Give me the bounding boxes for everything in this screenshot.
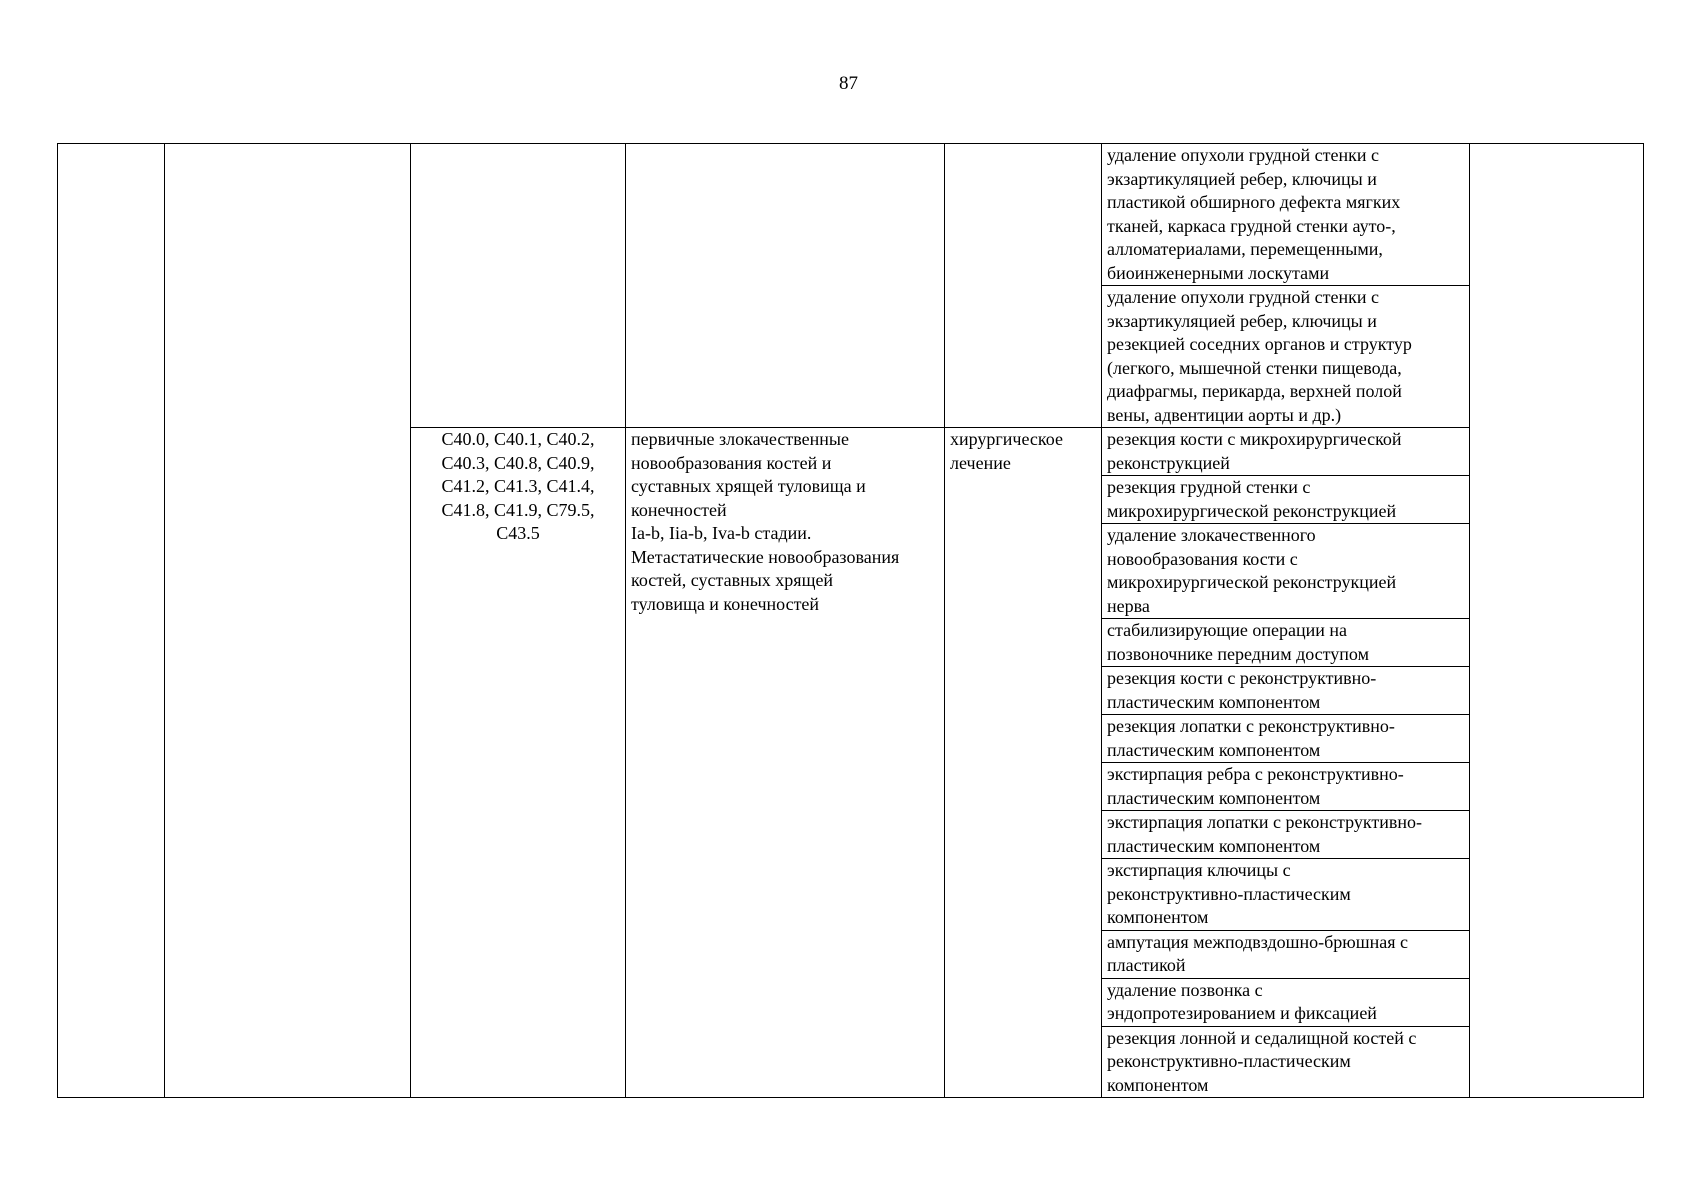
text-line: пластическим компонентом (1107, 739, 1321, 760)
method-cell (1102, 428, 1470, 476)
text-line: микрохирургической реконструкцией (1107, 572, 1397, 592)
text-line: C41.2, C41.3, C41.4, (441, 476, 595, 496)
method-cell (1102, 476, 1470, 524)
method-cell (1102, 619, 1470, 667)
text-line: экстирпация ключицы с (1107, 860, 1291, 880)
text-line: позвоночнике передним доступом (1107, 643, 1369, 664)
profile-cell (165, 144, 411, 1098)
codes-cell-empty (411, 144, 626, 428)
method-cell (1102, 859, 1470, 931)
text-line: туловища и конечностей (631, 593, 820, 614)
text-line: первичные злокачественные (631, 429, 849, 449)
text-line: нерва (1107, 595, 1150, 616)
text-line: удаление позвонка с (1107, 979, 1263, 1000)
text-line: Метастатические новообразования (631, 546, 900, 567)
table-row (58, 144, 1644, 286)
method-cell (1102, 811, 1470, 859)
text-line: экстирпация лопатки с реконструктивно- (1107, 812, 1422, 832)
diagnosis-cell (626, 428, 945, 1098)
text-line: эндопротезированием и фиксацией (1107, 1003, 1377, 1023)
text-line: пластическим компонентом (1107, 835, 1321, 856)
text-line: микрохирургической реконструкцией (1107, 500, 1397, 521)
text-line: пластикой обширного дефекта мягких (1107, 192, 1401, 212)
text-line: пластическим компонентом (1107, 787, 1321, 808)
text-line: удаление злокачественного (1107, 525, 1316, 545)
text-line: удаление опухоли грудной стенки с (1107, 145, 1380, 165)
text-line: C40.0, C40.1, C40.2, (441, 429, 595, 449)
text-line: суставных хрящей туловища и (631, 476, 866, 496)
text-line: пластическим компонентом (1107, 691, 1321, 712)
text-line: новообразования кости с (1107, 548, 1298, 569)
text-line: резекция грудной стенки с (1107, 477, 1311, 497)
icd-codes-cell (411, 428, 626, 1098)
treatment-cell-empty (945, 144, 1102, 428)
text-line: экстирпация ребра с реконструктивно- (1107, 764, 1404, 784)
text-line: тканей, каркаса грудной стенки ауто-, (1107, 215, 1396, 236)
method-cell (1102, 1026, 1470, 1098)
text-line: новообразования костей и (631, 452, 832, 473)
method-cell (1102, 978, 1470, 1026)
text-line: C43.5 (496, 523, 540, 543)
text-line: хирургическое (950, 429, 1063, 449)
text-line: резекция лопатки с реконструктивно- (1107, 716, 1395, 736)
text-line: ампутация межподвздошно-брюшная с (1107, 931, 1409, 952)
number-cell (58, 144, 165, 1098)
text-line: алломатериалами, перемещенными, (1107, 239, 1383, 259)
text-line: резекция кости с микрохирургической (1107, 429, 1402, 449)
page-number: 87 (839, 73, 858, 94)
text-line: лечение (950, 452, 1011, 473)
text-line: реконструктивно-пластическим (1107, 1051, 1351, 1071)
method-cell (1102, 524, 1470, 619)
method-cell (1102, 667, 1470, 715)
method-cell (1102, 930, 1470, 978)
method-cell (1102, 286, 1470, 428)
norm-cell (1470, 144, 1644, 1098)
text-line: реконструктивно-пластическим (1107, 883, 1351, 904)
text-line: конечностей (631, 499, 727, 520)
text-line: компонентом (1107, 907, 1209, 927)
procedures-table (57, 143, 1644, 1098)
text-line: компонентом (1107, 1074, 1209, 1095)
method-cell (1102, 715, 1470, 763)
text-line: C41.8, C41.9, C79.5, (441, 499, 595, 520)
text-line: диафрагмы, перикарда, верхней полой (1107, 381, 1402, 401)
text-line: удаление опухоли грудной стенки с (1107, 287, 1380, 307)
text-line: резекцией соседних органов и структур (1107, 334, 1412, 354)
text-line: реконструкцией (1107, 452, 1230, 473)
text-line: Ia-b, Iia-b, Iva-b стадии. (631, 523, 812, 543)
method-cell (1102, 763, 1470, 811)
text-line: пластикой (1107, 955, 1186, 975)
text-line: экзартикуляцией ребер, ключицы и (1107, 310, 1377, 331)
text-line: C40.3, C40.8, C40.9, (441, 452, 595, 473)
text-line: биоинженерными лоскутами (1107, 262, 1330, 283)
treatment-type-cell (945, 428, 1102, 1098)
text-line: (легкого, мышечной стенки пищевода, (1107, 357, 1402, 378)
text-line: резекция лонной и седалищной костей с (1107, 1027, 1417, 1048)
text-line: вены, адвентиции аорты и др.) (1107, 404, 1342, 425)
method-cell (1102, 144, 1470, 286)
diagnosis-cell-empty (626, 144, 945, 428)
text-line: экзартикуляцией ребер, ключицы и (1107, 168, 1377, 189)
text-line: костей, суставных хрящей (631, 570, 834, 590)
text-line: стабилизирующие операции на (1107, 620, 1348, 640)
text-line: резекция кости с реконструктивно- (1107, 668, 1377, 688)
